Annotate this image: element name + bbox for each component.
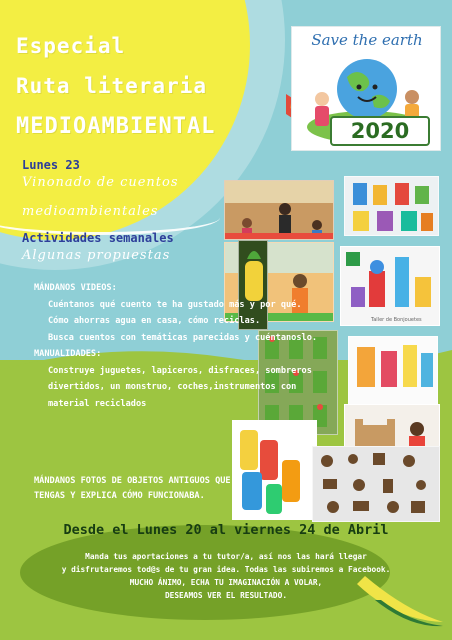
footer-text (0, 550, 452, 602)
photo-caption: Taller de Bonjouetes (371, 317, 422, 323)
manualidades-heading: MANUALIDADES: (34, 349, 102, 359)
activity-item-2: Cómo ahorras agua en casa, cómo reciclas. (48, 316, 261, 326)
day-label: Lunes 23 (22, 158, 80, 172)
photos-request: MÁNDANOS FOTOS DE OBJETOS ANTIGUOS QUE TENGAS Y EXPLICA CÓMO FUNCIONABA. (34, 476, 231, 501)
weekly-activities-heading: Actividades semanales (22, 231, 174, 245)
footer-line-4: DESEAMOS VER EL RESULTADO. (164, 591, 288, 600)
activity-item-1: Cuéntanos qué cuento te ha gustado más y por qué. (48, 299, 302, 310)
photo-recycled-pencil-holders (344, 176, 439, 236)
day-activity-line-2: medioambientales (22, 204, 159, 219)
photo-roll-crafts (232, 420, 317, 520)
title-line-3: MEDIOAMBIENTAL (16, 114, 216, 139)
photo-recycling-logo (340, 246, 440, 326)
activity-item-4: Construye juguetes, lapiceros, disfraces, sombreros divertidos, un monstruo, coches,instrumentos con material reciclados (48, 365, 312, 409)
footer-line-3: MUCHO ÁNIMO, ECHA TU IMAGINACIÓN A VOLAR, (129, 578, 323, 587)
footer-line-2: y disfrutaremos tod@s de tu gran idea. Todas las subiremos a Facebook. (61, 565, 391, 574)
videos-heading: MÁNDANOS VIDEOS: (34, 283, 117, 293)
title-line-2: Ruta literaria (16, 74, 208, 98)
day-activity-line-1: Vinonado de cuentos (22, 175, 179, 190)
logo-text: Save the earth (311, 31, 423, 49)
year-badge: 2020 (330, 116, 430, 146)
date-range-banner: Desde el Lunes 20 al viernes 24 de Abril (63, 522, 389, 538)
activity-item-3: Busca cuentos con temáticas parecidas y cuéntanoslo. (48, 332, 318, 343)
activities-list (34, 280, 324, 412)
footer-line-1: Manda tus aportaciones a tu tutor/a, así nos las hará llegar (85, 552, 367, 561)
title-line-1: Especial (16, 34, 126, 58)
photo-cardboard-crafts (348, 336, 438, 406)
photo-storytelling-class (224, 180, 334, 240)
photo-antique-objects (312, 446, 440, 522)
weekly-activities-subtitle: Algunas propuestas (22, 248, 171, 263)
